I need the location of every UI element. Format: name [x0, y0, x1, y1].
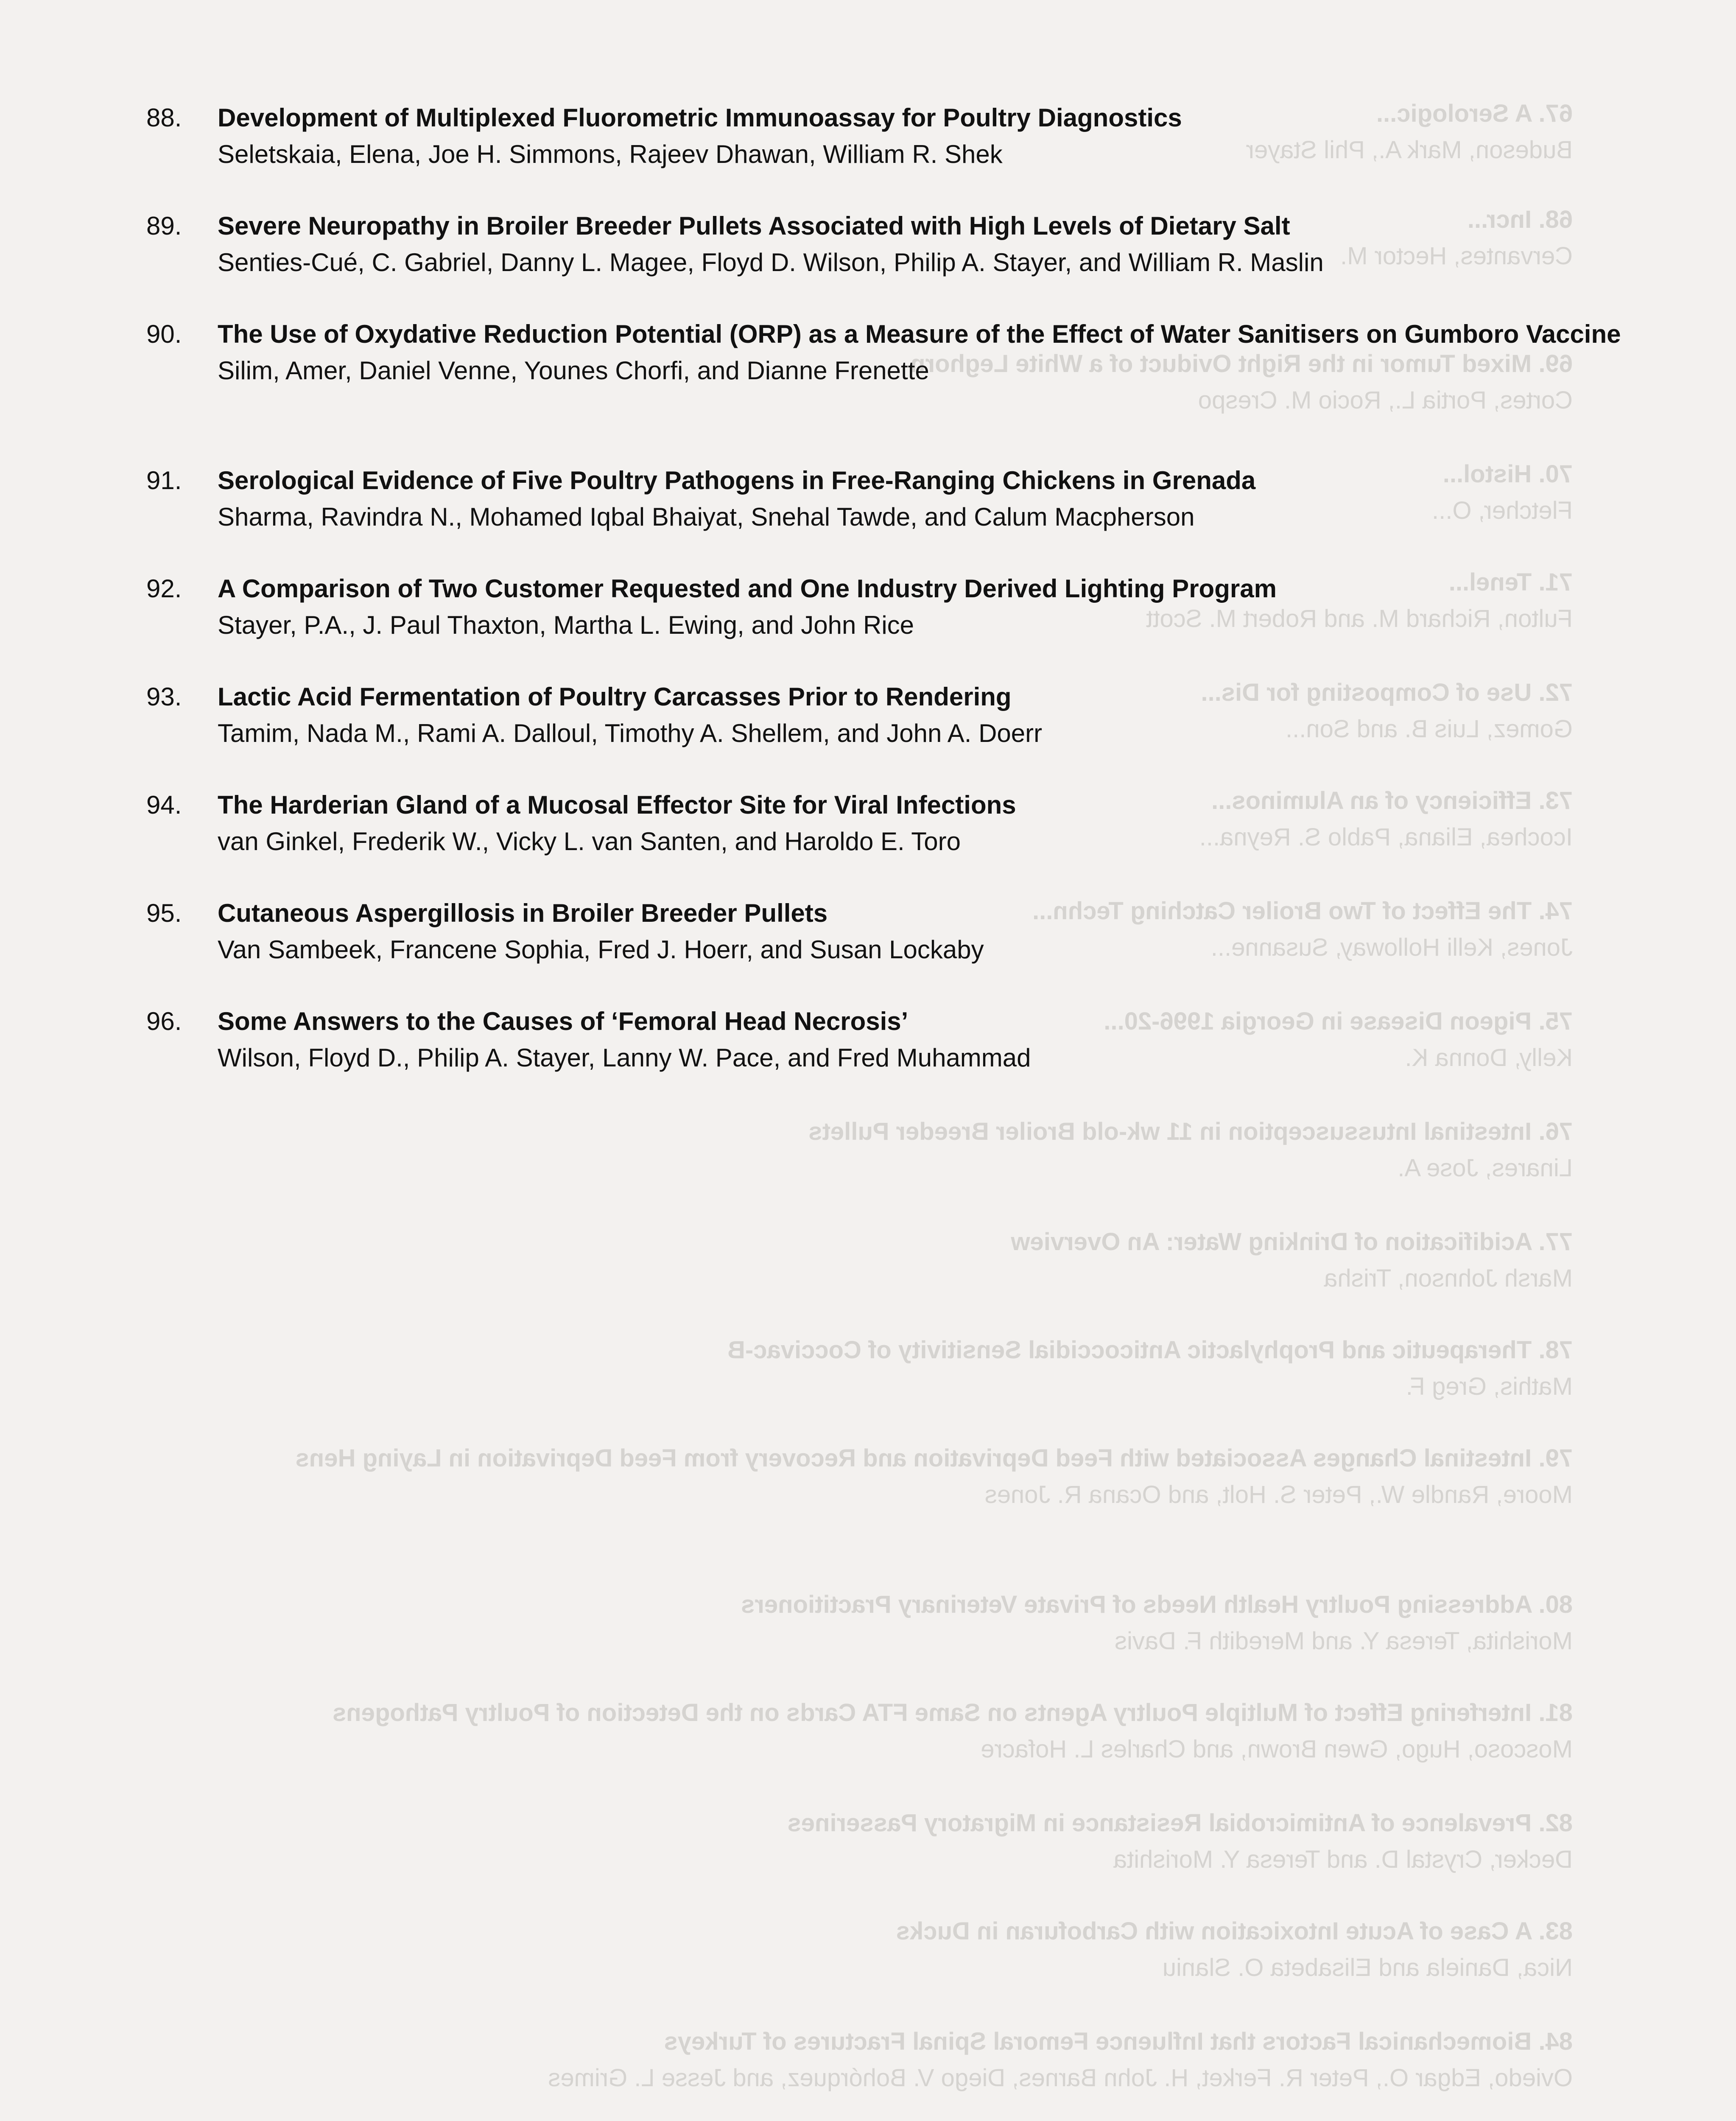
abstract-entry: [146, 462, 1656, 535]
bleed-item: 75. Pigeon Disease in Georgia 1996-20... Kelly, Donna K.: [1104, 1007, 1573, 1072]
entry-title: Development of Multiplexed Fluorometric Immunoassay for Poultry Diagnostics: [218, 104, 1182, 132]
bleed-item: 80. Addressing Poultry Health Needs of Private Veterinary Practitioners Morishita, Teresa Y. and Meredith F. Davis: [741, 1591, 1573, 1655]
entry-title: Cutaneous Aspergillosis in Broiler Breeder Pullets: [218, 899, 828, 927]
entry-authors: Sharma, Ravindra N., Mohamed Iqbal Bhaiyat, Snehal Tawde, and Calum Macpherson: [218, 503, 1195, 531]
bleed-item: 84. Biomechanical Factors that Influence Femoral Spinal Fractures of Turkeys Oviedo, Edgar O., Peter R. Ferket, H. John Barnes, Diego V. Bohórquez, and Jesse L. Grimes: [548, 2028, 1573, 2092]
entry-authors: Silim, Amer, Daniel Venne, Younes Chorfi, and Dianne Frenette: [218, 356, 929, 385]
entry-number: 90.: [146, 320, 182, 348]
entry-title: Serological Evidence of Five Poultry Pathogens in Free-Ranging Chickens in Grenada: [218, 466, 1256, 495]
entry-authors: van Ginkel, Frederik W., Vicky L. van Santen, and Haroldo E. Toro: [218, 827, 961, 856]
bleed-item: 77. Acidification of Drinking Water: An Overview Marsh Johnson, Trisha: [1011, 1228, 1573, 1292]
bleed-item: 83. A Case of Acute Intoxication with Carbofuran in Ducks Nica, Daniela and Elisabeta O. Slaniu: [896, 1917, 1573, 1981]
entry-authors: Wilson, Floyd D., Philip A. Stayer, Lanny W. Pace, and Fred Muhammad: [218, 1044, 1031, 1072]
abstract-entry: [146, 787, 1656, 860]
entry-number: 96.: [146, 1007, 182, 1035]
entry-title: The Harderian Gland of a Mucosal Effector Site for Viral Infections: [218, 791, 1016, 819]
bleed-item: 73. Efficiency of an Aluminos... Icochea, Eliana, Pablo S. Reyna...: [1199, 787, 1573, 851]
entry-number: 94.: [146, 791, 182, 819]
bleed-item: 78. Therapeutic and Prophylactic Anticoccidial Sensitivity of Coccivac-B Mathis, Greg F.: [727, 1336, 1573, 1400]
entry-title: Severe Neuropathy in Broiler Breeder Pullets Associated with High Levels of Dietary Salt: [218, 212, 1290, 240]
entry-number: 95.: [146, 899, 182, 927]
bleed-item: 69. Mixed Tumor in the Right Oviduct of a White Leghorn Cortes, Portia L., Rocio M. Crespo: [910, 350, 1573, 414]
bleed-item: 74. The Effect of Two Broiler Catching Techn... Jones, Kelli Holloway, Susanne...: [1032, 897, 1573, 961]
abstract-entry: [146, 1003, 1656, 1076]
abstract-entry: [146, 679, 1656, 752]
entry-number: 89.: [146, 212, 182, 240]
entry-title: The Use of Oxydative Reduction Potential (ORP) as a Measure of the Effect of Water Sanitisers on Gumboro Vaccine: [218, 320, 1621, 348]
entry-authors: Senties-Cué, C. Gabriel, Danny L. Magee, Floyd D. Wilson, Philip A. Stayer, and William R. Maslin: [218, 248, 1324, 277]
entry-title: A Comparison of Two Customer Requested and One Industry Derived Lighting Program: [218, 574, 1277, 603]
bleed-item: 81. Interfering Effect of Multiple Poultry Agents on Same FTA Cards on the Detection of Poultry Pathogens Moscoso, Hugo, Gwen Brown, and Charles L. Hofacre: [333, 1699, 1573, 1763]
abstract-entry: [146, 895, 1656, 968]
abstract-entry: [146, 208, 1656, 281]
entry-number: 92.: [146, 574, 182, 603]
entry-authors: Van Sambeek, Francene Sophia, Fred J. Hoerr, and Susan Lockaby: [218, 935, 984, 964]
entry-number: 91.: [146, 466, 182, 495]
bleed-item: 82. Prevalence of Antimicrobial Resistance in Migratory Passerines Decker, Crystal D. and Teresa Y. Morishita: [787, 1809, 1573, 1873]
entry-authors: Stayer, P.A., J. Paul Thaxton, Martha L. Ewing, and John Rice: [218, 611, 914, 639]
bleed-item: 67. A Serologic... Budeson, Mark A., Phil Stayer: [1246, 100, 1573, 164]
entry-number: 93.: [146, 683, 182, 711]
entry-title: Some Answers to the Causes of ‘Femoral Head Necrosis’: [218, 1007, 909, 1035]
bleed-item: 71. Tenel... Fulton, Richard M. and Robert M. Scott: [1146, 568, 1573, 632]
bleed-item: 79. Intestinal Changes Associated with Feed Deprivation and Recovery from Feed Deprivation in Laying Hens Moore, Randle W., Peter S. Holt, and Ocana R. Jones: [295, 1444, 1573, 1508]
bleed-item: 72. Use of Composting for Dis... Gomez, Luis B. and Son...: [1201, 679, 1573, 743]
entry-authors: Tamim, Nada M., Rami A. Dalloul, Timothy A. Shellem, and John A. Doerr: [218, 719, 1043, 747]
entry-authors: Seletskaia, Elena, Joe H. Simmons, Rajeev Dhawan, William R. Shek: [218, 140, 1003, 168]
bleed-item: 76. Intestinal Intussusception in 11 wk-old Broiler Breeder Pullets Linares, Jose A.: [808, 1118, 1573, 1182]
abstract-entry: [146, 100, 1656, 173]
abstract-entry: [146, 316, 1656, 389]
bleed-item: 70. Histol... Fletcher, O...: [1432, 460, 1573, 524]
entry-title: Lactic Acid Fermentation of Poultry Carcasses Prior to Rendering: [218, 683, 1012, 711]
entry-number: 88.: [146, 104, 182, 132]
abstract-entry: [146, 571, 1656, 644]
bleed-item: 68. Incr... Cervantes, Hector M.: [1340, 206, 1573, 270]
